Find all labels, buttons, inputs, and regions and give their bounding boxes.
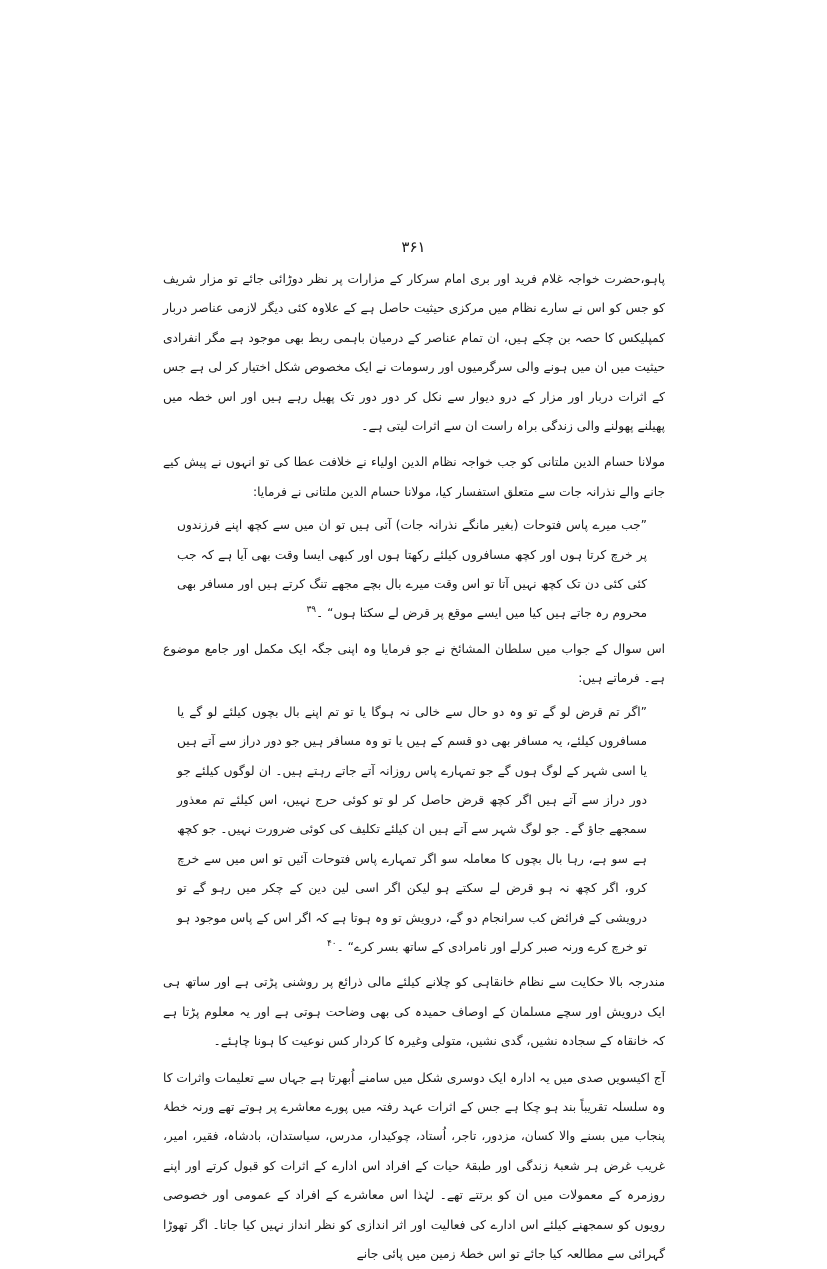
page-number: ۳۶۱ [401,238,426,256]
block-quote: ”اگر تم قرض لو گے تو وہ دو حال سے خالی نہ ہوگا یا تو تم اپنے بال بچوں کیلئے لو گے یا مسافروں کیلئے، یہ مسافر بھی دو قسم کے ہیں یا تو وہ مسافر ہیں جو دور دراز سے آتے ہیں یا اسی شہر کے لوگ ہوں گے جو تمہارے پاس روزانہ آتے جاتے رہتے ہیں۔ ان لوگوں کیلئے جو دور دراز سے آتے ہیں اگر کچھ قرض حاصل کر لو تو کوئی حرج نہیں، اس کیلئے تم معذور سمجھے جاؤ گے۔ جو لوگ شہر سے آتے ہیں ان کیلئے تکلیف کی کوئی ضرورت نہیں۔ جو کچھ ہے سو ہے، رہا بال بچوں کا معاملہ سو اگر تمہارے پاس فتوحات آئیں تو اس میں سے خرچ کرو، اگر کچھ نہ ہو قرض لے سکتے ہو لیکن اگر اسی لین دین کے چکر میں رہو گے تو درویشی کے فرائض کب سرانجام دو گے، درویش تو وہ ہوتا ہے کہ اگر اس کے پاس موجود ہو تو خرچ کرے ورنہ صبر کرلے اور نامرادی کے ساتھ بسر کرے“ ۔$^{۴۰}$ [177,704,647,954]
paragraph: پاہو،حضرت خواجہ غلام فرید اور بری امام سرکار کے مزارات پر نظر دوڑائی جائے تو مزار شریف کو جس کو اس نے سارے نظام میں مرکزی حیثیت حاصل ہے کے علاوہ کئی دیگر لازمی عناصر دربار کمپلیکس کا حصہ بن چکے ہیں، ان تمام عناصر کے درمیان باہمی ربط بھی موجود ہے مگر انفرادی حیثیت میں ان میں ہونے والی سرگرمیوں اور رسومات نے ایک مخصوص شکل اختیار کر لی ہے جس کے اثرات دربار اور مزار کے درو دیوار سے نکل کر دور دور تک پھیل رہے ہیں اور اس خطہ میں پھیلنے پھولنے والی زندگی براہ راست ان سے اثرات لیتی ہے۔ [163,272,665,434]
footnote-marker: ۴۰ [326,938,337,949]
body-text [163,265,665,1269]
paragraph: آج اکیسویں صدی میں یہ ادارہ ایک دوسری شکل میں سامنے اُبھرتا ہے جہاں سے تعلیمات واثرات کا وہ سلسلہ تقریباً بند ہو چکا ہے جس کے اثرات عہد رفتہ میں پورے معاشرے پر ہوتے تھے ورنہ خطۂ پنجاب میں بسنے والا کسان، مزدور، تاجر، اُستاد، چوکیدار، مدرس، سیاستدان، بادشاہ، فقیر، امیر، غریب غرض ہر شعبۂ زندگی اور طبقۂ حیات کے افراد اس ادارے کے اثرات کو قبول کرتے اور اپنے روزمرہ کے معمولات میں ان کو برتتے تھے۔ لہٰذا اس معاشرے کے افراد کے عمومی اور خصوصی رویوں کو سمجھنے کیلئے اس ادارے کی فعالیت اور اثر اندازی کو نظر انداز نہیں کیا جاتا۔ اگر تھوڑا گہرائی سے مطالعہ کیا جائے تو اس خطۂ زمین میں پائی جانے [163,1070,665,1261]
paragraph: اس سوال کے جواب میں سلطان المشائخ نے جو فرمایا وہ اپنی جگہ ایک مکمل اور جامع موضوع ہے۔ فرماتے ہیں: [163,641,665,686]
footnote-marker: ۳۹ [306,605,317,616]
paragraph: مندرجہ بالا حکایت سے نظام خانقاہی کو چلانے کیلئے مالی ذرائع پر روشنی پڑتی ہے اور ساتھ ہی ایک درویش اور سچے مسلمان کے اوصاف حمیدہ کی بھی وضاحت ہوتی ہے اور یہ معلوم پڑتا ہے کہ خانقاہ کے سجادہ نشیں، گدی نشیں، متولی وغیرہ کا کردار کس نوعیت کا ہونا چاہئے۔ [163,975,665,1049]
block-quote: ”جب میرے پاس فتوحات (بغیر مانگے نذرانہ جات) آتی ہیں تو ان میں سے کچھ اپنے فرزندوں پر خرچ کرتا ہوں اور کچھ مسافروں کیلئے رکھتا ہوں اور کبھی ایسا وقت بھی آیا ہے کہ جب کئی کئی دن تک کچھ نہیں آتا تو اس وقت میرے بال بچے مجھے تنگ کرتے ہیں اور مسافر بھی محروم رہ جاتے ہیں کیا میں ایسے موقع پر قرض لے سکتا ہوں“ ۔$^{۳۹}$ [177,518,647,621]
paragraph: مولانا حسام الدین ملتانی کو جب خواجہ نظام الدین اولیاء نے خلافت عطا کی تو انہوں نے پیش کیے جانے والے نذرانہ جات سے متعلق استفسار کیا، مولانا حسام الدین ملتانی نے فرمایا: [163,455,665,499]
